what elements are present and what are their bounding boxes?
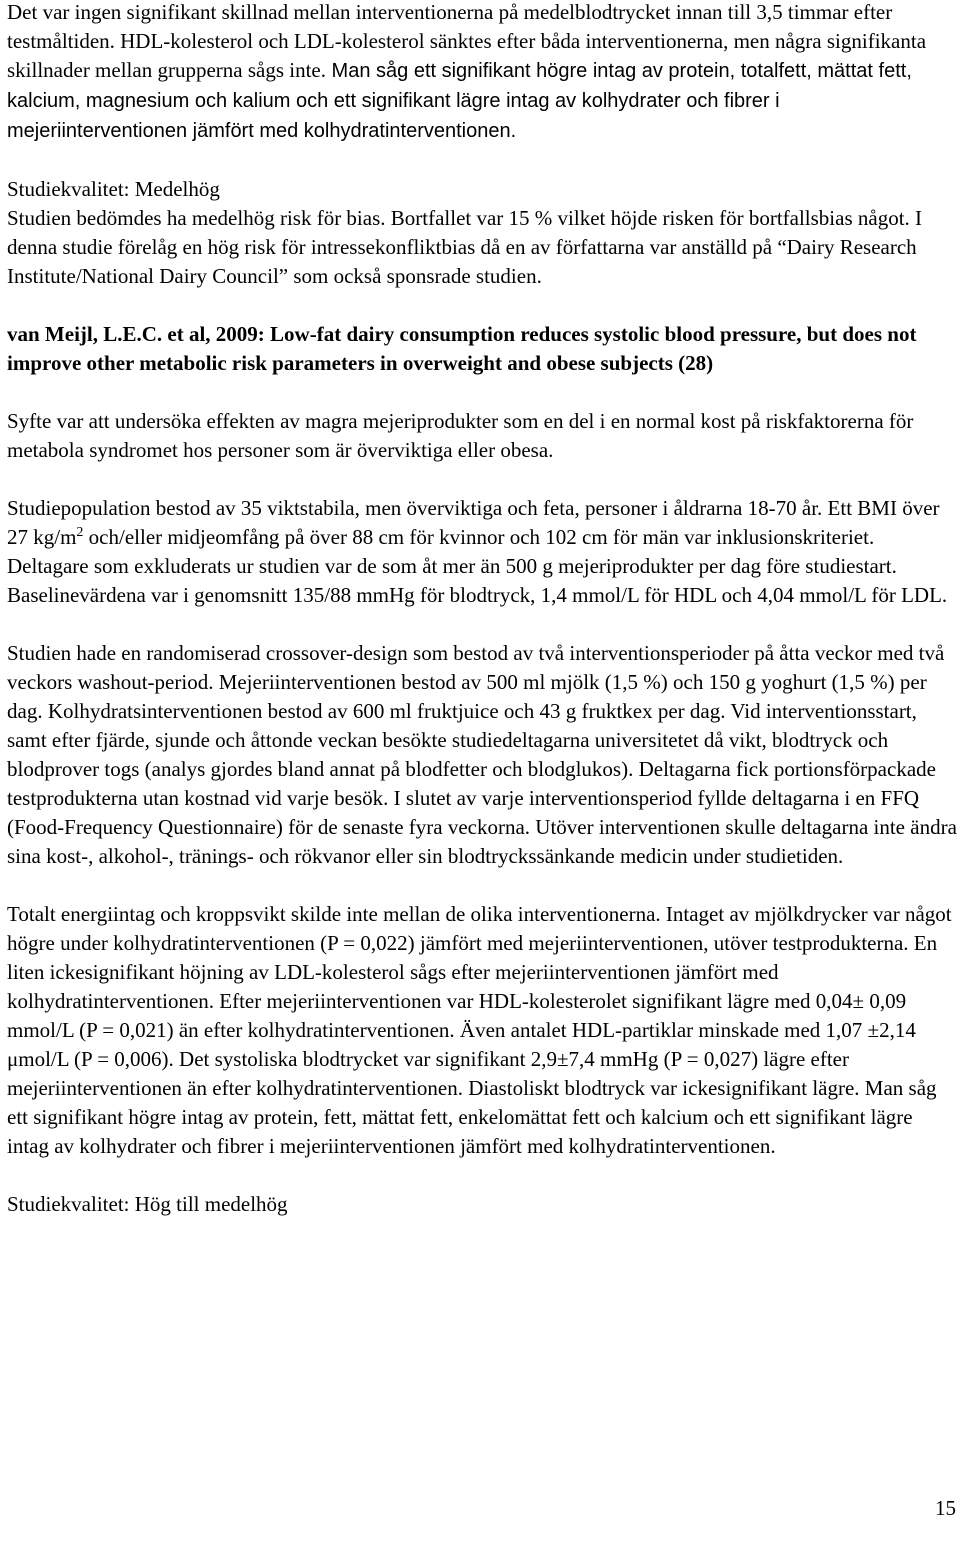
- page-number: 15: [935, 1496, 956, 1520]
- quality-heading-1: Studiekvalitet: Medelhög: [7, 177, 220, 201]
- intro-paragraph: [7, 0, 957, 146]
- quality-heading-2: Studiekvalitet: Hög till medelhög: [7, 1192, 288, 1216]
- study-aim: Syfte var att undersöka effekten av magra mejeriprodukter som en del i en normal kost på riskfaktorerna för metabola syndromet hos personer som är överviktiga eller obesa.: [7, 409, 914, 462]
- document-page: [7, 0, 957, 1219]
- population-text-a: Studiepopulation bestod av 35 viktstabila, men överviktiga och feta, personer i åldrarna 18-70 år. Ett BMI över 27 kg/m: [7, 496, 940, 549]
- study-design: Studien hade en randomiserad crossover-design som bestod av två interventionsperioder på åtta veckor med två veckors washout-period. Mejeriinterventionen bestod av 500 ml mjölk (1,5 %) och 150 g yoghurt (1,5 %) per dag. Kolhydratsinterventionen bestod av 600 ml fruktjuice och 43 g fruktkex per dag. Vid interventionsstart, samt efter fjärde, sjunde och åttonde veckan besökte studiedeltagarna universitetet då vikt, blodtryck och blodprover togs (analys gjordes bland annat på blodfetter och blodglukos). Deltagarna fick portionsförpackade testprodukterna utan kostnad vid varje besök. I slutet av varje interventionsperiod fyllde deltagarna i en FFQ (Food-Frequency Questionnaire) för de senaste fyra veckorna. Utöver interventionen skulle deltagarna inte ändra sina kost-, alkohol-, tränings- och rökvanor eller sin blodtryckssänkande medicin under studietiden.: [7, 641, 957, 868]
- study-title: van Meijl, L.E.C. et al, 2009: Low-fat dairy consumption reduces systolic blood pressure, but does not improve other metabolic risk parameters in overweight and obese subjects (28): [7, 322, 917, 375]
- intro-text-sans: Man såg ett signifikant högre intag av protein, totalfett, mättat fett, kalcium, magnesium och kalium och ett signifikant lägre intag av kolhydrater och fibrer i mejeriinterventionen jämfört med kolhydratinterventionen.: [7, 60, 912, 142]
- population-superscript: 2: [76, 525, 84, 540]
- quality-text-1: Studien bedömdes ha medelhög risk för bias. Bortfallet var 15 % vilket höjde risken för bortfallsbias något. I denna studie förelåg en hög risk för intressekonfliktbias då en av författarna var anställd på “Dairy Research Institute/National Dairy Council” som också sponsrade studien.: [7, 206, 923, 288]
- population-text-b: och/eller midjeomfång på över 88 cm för kvinnor och 102 cm för män var inklusionskriteriet. Deltagare som exkluderats ur studien var de som åt mer än 500 g mejeriprodukter per dag före studiestart. Baselinevärdena var i genomsnitt 135/88 mmHg för blodtryck, 1,4 mmol/L för HDL och 4,04 mmol/L för LDL.: [7, 525, 948, 607]
- study-results: Totalt energiintag och kroppsvikt skilde inte mellan de olika interventionerna. Intaget av mjölkdrycker var något högre under kolhydratinterventionen (P = 0,022) jämfört med mejeriinterventionen, utöver testprodukterna. En liten ickesignifikant höjning av LDL-kolesterol sågs efter mejeriinterventionen jämfört med kolhydratinterventionen. Efter mejeriinterventionen var HDL-kolesterolet signifikant lägre med 0,04± 0,09 mmol/L (P = 0,021) än efter kolhydratinterventionen. Även antalet HDL-partiklar minskade med 1,07 ±2,14 μmol/L (P = 0,006). Det systoliska blodtrycket var signifikant 2,9±7,4 mmHg (P = 0,027) lägre efter mejeriinterventionen än efter kolhydratinterventionen. Diastoliskt blodtryck var ickesignifikant lägre. Man såg ett signifikant högre intag av protein, fett, mättat fett, enkelomättat fett och kalcium och ett signifikant lägre intag av kolhydrater och fibrer i mejeriinterventionen jämfört med kolhydratinterventionen.: [7, 902, 952, 1158]
- intro-text-serif: Det var ingen signifikant skillnad mellan interventionerna på medelblodtrycket innan till 3,5 timmar efter testmåltiden. HDL-kolesterol och LDL-kolesterol sänktes efter båda interventionerna, men några signifikanta skillnader mellan grupperna sågs inte.: [7, 0, 927, 82]
- study-population: [7, 494, 957, 610]
